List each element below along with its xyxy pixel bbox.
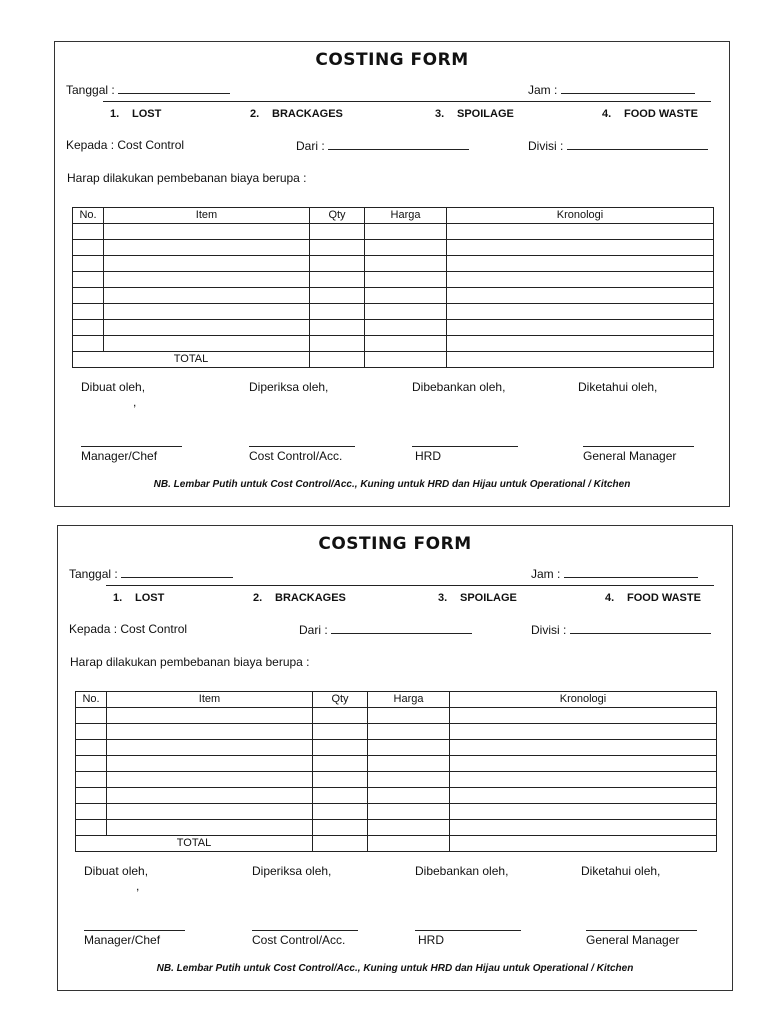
cell-harga[interactable] <box>368 708 450 724</box>
cell-no[interactable] <box>73 224 104 240</box>
division-label: Divisi : <box>531 623 567 637</box>
stray-comma: , <box>133 395 137 409</box>
cell-kronologi[interactable] <box>450 788 717 804</box>
table-row <box>73 272 714 288</box>
header-kronologi: Kronologi <box>447 208 714 224</box>
cell-item[interactable] <box>107 756 313 772</box>
cell-qty[interactable] <box>313 740 368 756</box>
table-header-row <box>73 208 714 224</box>
cell-no[interactable] <box>76 788 107 804</box>
division-field[interactable] <box>570 622 711 634</box>
category-label: BRACKAGES <box>272 108 343 120</box>
signature-label-checked-by: Diperiksa oleh, <box>252 864 332 878</box>
cell-no[interactable] <box>73 256 104 272</box>
cell-kronologi[interactable] <box>450 804 717 820</box>
cell-item[interactable] <box>104 256 310 272</box>
signature-label-acknowledged-by: Diketahui oleh, <box>578 380 658 394</box>
cell-kronologi[interactable] <box>450 708 717 724</box>
category-number: 3. <box>438 592 448 604</box>
cell-no[interactable] <box>73 288 104 304</box>
cell-kronologi[interactable] <box>450 820 717 836</box>
table-header-row <box>76 692 717 708</box>
costing-form-bottom <box>57 525 733 991</box>
signature-line[interactable] <box>583 446 694 447</box>
category-number: 1. <box>110 108 120 120</box>
cell-qty[interactable] <box>310 288 365 304</box>
cell-qty[interactable] <box>310 256 365 272</box>
signature-line[interactable] <box>84 930 185 931</box>
category-number: 3. <box>435 108 445 120</box>
cell-item[interactable] <box>104 320 310 336</box>
category-food-waste <box>602 108 698 120</box>
total-harga[interactable] <box>368 836 450 852</box>
cell-qty[interactable] <box>310 272 365 288</box>
role-cost-control: Cost Control/Acc. <box>249 449 343 463</box>
cell-kronologi[interactable] <box>450 756 717 772</box>
division-label: Divisi : <box>528 139 564 153</box>
table-total-row <box>76 836 717 852</box>
category-spoilage <box>435 108 514 120</box>
cell-qty[interactable] <box>313 756 368 772</box>
from-field[interactable] <box>328 138 469 150</box>
header-no: No. <box>76 692 107 708</box>
cell-no[interactable] <box>73 320 104 336</box>
cell-kronologi[interactable] <box>450 724 717 740</box>
cell-kronologi[interactable] <box>450 772 717 788</box>
category-spoilage <box>438 592 517 604</box>
table-row <box>76 804 717 820</box>
header-divider <box>103 101 711 102</box>
items-table <box>75 691 717 852</box>
distribution-note: NB. Lembar Putih untuk Cost Control/Acc., Kuning untuk HRD dan Hijau untuk Operational / Kitchen <box>153 479 631 490</box>
header-harga: Harga <box>368 692 450 708</box>
table-row <box>73 288 714 304</box>
cell-harga[interactable] <box>368 804 450 820</box>
cell-kronologi[interactable] <box>447 320 714 336</box>
date-label: Tanggal : <box>69 567 118 581</box>
category-number: 2. <box>253 592 263 604</box>
signature-line[interactable] <box>81 446 182 447</box>
cell-harga[interactable] <box>368 756 450 772</box>
from-label: Dari : <box>299 623 328 637</box>
cell-kronologi[interactable] <box>450 740 717 756</box>
cell-qty[interactable] <box>313 820 368 836</box>
cell-harga[interactable] <box>365 256 447 272</box>
header-qty: Qty <box>313 692 368 708</box>
total-kronologi[interactable] <box>447 352 714 368</box>
cell-item[interactable] <box>104 304 310 320</box>
date-row <box>66 82 230 97</box>
category-label: FOOD WASTE <box>624 108 698 120</box>
category-food-waste <box>605 592 701 604</box>
category-number: 1. <box>113 592 123 604</box>
role-general-manager: General Manager <box>586 933 680 947</box>
category-lost <box>113 592 164 604</box>
header-no: No. <box>73 208 104 224</box>
cell-no[interactable] <box>73 304 104 320</box>
role-hrd: HRD <box>418 933 444 947</box>
category-label: LOST <box>132 108 162 120</box>
signature-label-made-by: Dibuat oleh, <box>81 380 146 394</box>
category-lost <box>110 108 161 120</box>
cell-kronologi[interactable] <box>447 224 714 240</box>
time-field[interactable] <box>564 566 698 578</box>
table-row <box>73 240 714 256</box>
table-row <box>73 336 714 352</box>
role-cost-control: Cost Control/Acc. <box>252 933 346 947</box>
cell-harga[interactable] <box>365 240 447 256</box>
category-label: BRACKAGES <box>275 592 346 604</box>
signature-line[interactable] <box>249 446 355 447</box>
cell-harga[interactable] <box>368 772 450 788</box>
cell-harga[interactable] <box>368 724 450 740</box>
total-harga[interactable] <box>365 352 447 368</box>
table-row <box>76 756 717 772</box>
table-row <box>76 820 717 836</box>
table-row <box>76 772 717 788</box>
header-qty: Qty <box>310 208 365 224</box>
category-label: SPOILAGE <box>457 108 514 120</box>
items-table <box>72 207 714 368</box>
distribution-note: NB. Lembar Putih untuk Cost Control/Acc., Kuning untuk HRD dan Hijau untuk Operational / Kitchen <box>156 963 634 974</box>
division-field[interactable] <box>567 138 708 150</box>
cell-item[interactable] <box>104 272 310 288</box>
header-divider <box>106 585 714 586</box>
cell-no[interactable] <box>76 820 107 836</box>
cell-kronologi[interactable] <box>447 336 714 352</box>
cell-item[interactable] <box>107 772 313 788</box>
cell-item[interactable] <box>107 820 313 836</box>
cell-qty[interactable] <box>313 708 368 724</box>
cell-item[interactable] <box>107 708 313 724</box>
cell-item[interactable] <box>107 724 313 740</box>
role-general-manager: General Manager <box>583 449 677 463</box>
category-brackages <box>253 592 346 604</box>
category-label: LOST <box>135 592 165 604</box>
instruction-text: Harap dilakukan pembebanan biaya berupa : <box>67 171 307 185</box>
from-row <box>296 138 469 153</box>
stray-comma: , <box>136 879 140 893</box>
time-row <box>531 566 698 581</box>
cell-kronologi[interactable] <box>447 256 714 272</box>
table-row <box>76 708 717 724</box>
to-label: Kepada : Cost Control <box>66 138 185 152</box>
cell-kronologi[interactable] <box>447 240 714 256</box>
cell-item[interactable] <box>104 224 310 240</box>
signature-label-checked-by: Diperiksa oleh, <box>249 380 329 394</box>
role-hrd: HRD <box>415 449 441 463</box>
header-item: Item <box>104 208 310 224</box>
cell-no[interactable] <box>76 756 107 772</box>
form-title: COSTING FORM <box>315 50 469 70</box>
time-row <box>528 82 695 97</box>
date-field[interactable] <box>121 566 233 578</box>
cell-qty[interactable] <box>310 224 365 240</box>
cell-kronologi[interactable] <box>447 304 714 320</box>
signature-line[interactable] <box>252 930 358 931</box>
cell-harga[interactable] <box>365 224 447 240</box>
costing-form-top <box>54 41 730 507</box>
cell-qty[interactable] <box>310 240 365 256</box>
table-row <box>73 320 714 336</box>
cell-no[interactable] <box>73 272 104 288</box>
cell-no[interactable] <box>76 724 107 740</box>
header-harga: Harga <box>365 208 447 224</box>
from-label: Dari : <box>296 139 325 153</box>
cell-harga[interactable] <box>365 336 447 352</box>
category-number: 4. <box>605 592 615 604</box>
cell-qty[interactable] <box>313 772 368 788</box>
time-label: Jam : <box>531 567 561 581</box>
total-kronologi[interactable] <box>450 836 717 852</box>
date-row <box>69 566 233 581</box>
cell-harga[interactable] <box>368 820 450 836</box>
division-row <box>528 138 708 153</box>
cell-item[interactable] <box>104 240 310 256</box>
category-brackages <box>250 108 343 120</box>
from-field[interactable] <box>331 622 472 634</box>
signature-line[interactable] <box>586 930 697 931</box>
signature-label-made-by: Dibuat oleh, <box>84 864 149 878</box>
from-row <box>299 622 472 637</box>
category-label: FOOD WASTE <box>627 592 701 604</box>
cell-harga[interactable] <box>365 288 447 304</box>
signature-label-acknowledged-by: Diketahui oleh, <box>581 864 661 878</box>
signature-label-charged-by: Dibebankan oleh, <box>415 864 509 878</box>
form-title: COSTING FORM <box>318 534 472 554</box>
time-field[interactable] <box>561 82 695 94</box>
instruction-text: Harap dilakukan pembebanan biaya berupa : <box>70 655 310 669</box>
table-row <box>76 788 717 804</box>
cell-no[interactable] <box>76 740 107 756</box>
table-row <box>73 224 714 240</box>
cell-item[interactable] <box>104 288 310 304</box>
table-row <box>73 256 714 272</box>
signature-line[interactable] <box>415 930 521 931</box>
cell-kronologi[interactable] <box>447 272 714 288</box>
total-qty[interactable] <box>313 836 368 852</box>
cell-qty[interactable] <box>313 804 368 820</box>
cell-harga[interactable] <box>368 740 450 756</box>
cell-item[interactable] <box>107 804 313 820</box>
cell-kronologi[interactable] <box>447 288 714 304</box>
cell-harga[interactable] <box>365 272 447 288</box>
date-label: Tanggal : <box>66 83 115 97</box>
signature-line[interactable] <box>412 446 518 447</box>
total-label: TOTAL <box>76 836 313 852</box>
to-label: Kepada : Cost Control <box>69 622 188 636</box>
time-label: Jam : <box>528 83 558 97</box>
cell-no[interactable] <box>76 708 107 724</box>
signature-label-charged-by: Dibebankan oleh, <box>412 380 506 394</box>
cell-item[interactable] <box>107 788 313 804</box>
cell-item[interactable] <box>104 336 310 352</box>
cell-qty[interactable] <box>310 320 365 336</box>
cell-qty[interactable] <box>310 336 365 352</box>
cell-harga[interactable] <box>365 304 447 320</box>
cell-no[interactable] <box>76 804 107 820</box>
cell-qty[interactable] <box>313 788 368 804</box>
cell-no[interactable] <box>73 240 104 256</box>
header-kronologi: Kronologi <box>450 692 717 708</box>
table-row <box>76 724 717 740</box>
cell-qty[interactable] <box>310 304 365 320</box>
cell-no[interactable] <box>73 336 104 352</box>
cell-harga[interactable] <box>365 320 447 336</box>
cell-qty[interactable] <box>313 724 368 740</box>
category-number: 2. <box>250 108 260 120</box>
role-manager-chef: Manager/Chef <box>81 449 158 463</box>
division-row <box>531 622 711 637</box>
total-label: TOTAL <box>73 352 310 368</box>
table-row <box>73 304 714 320</box>
cell-item[interactable] <box>107 740 313 756</box>
cell-harga[interactable] <box>368 788 450 804</box>
header-item: Item <box>107 692 313 708</box>
category-number: 4. <box>602 108 612 120</box>
total-qty[interactable] <box>310 352 365 368</box>
role-manager-chef: Manager/Chef <box>84 933 161 947</box>
table-total-row <box>73 352 714 368</box>
cell-no[interactable] <box>76 772 107 788</box>
date-field[interactable] <box>118 82 230 94</box>
category-label: SPOILAGE <box>460 592 517 604</box>
table-row <box>76 740 717 756</box>
